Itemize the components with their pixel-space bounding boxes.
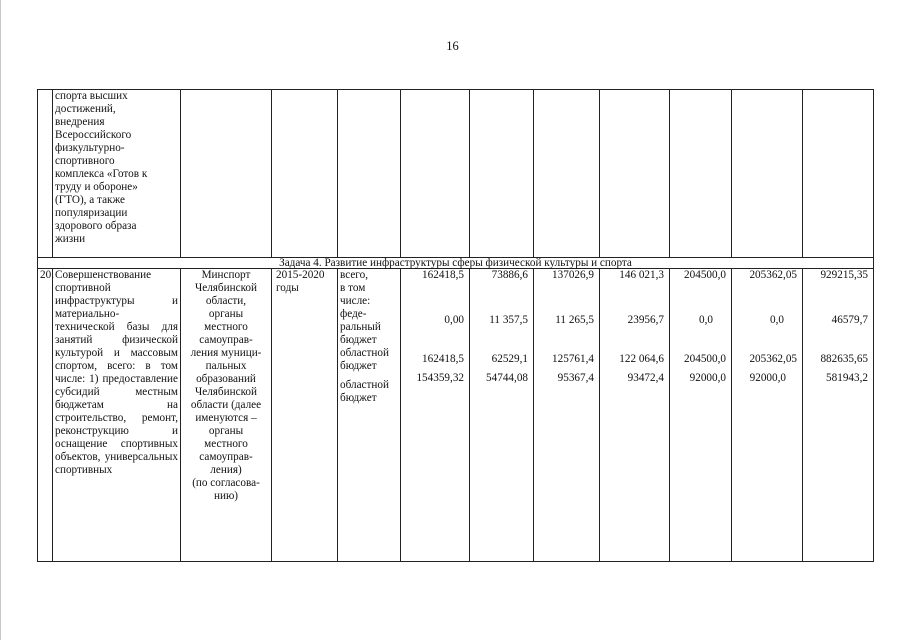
empty-cell: [272, 90, 338, 258]
empty-cell: [732, 90, 803, 258]
source-total: всего, в том числе:: [340, 269, 371, 307]
value-col-3: [534, 269, 600, 562]
value-regional: 882635,65: [820, 353, 868, 365]
continued-activity-text: спорта высших достижений, внедрения Всероссийского физкультурно- спортивного комплекса «Готов к труду и обороне» (ГТО), а также популяризации здорового образа жизни: [53, 90, 181, 258]
empty-cell: [600, 90, 670, 258]
value-regional: 205362,05: [749, 353, 797, 365]
value-subsidy: 581943,2: [826, 372, 868, 384]
value-col-1: [401, 269, 470, 562]
value-total: 929215,35: [820, 269, 868, 281]
value-subsidy: 92000,0: [689, 372, 726, 384]
value-federal: 0,0: [770, 314, 784, 326]
value-col-5: [670, 269, 732, 562]
value-federal: 0,00: [444, 314, 464, 326]
value-col-4: [600, 269, 670, 562]
source-federal: феде- ральный бюджет: [340, 308, 381, 346]
value-total: 73886,6: [491, 269, 528, 281]
value-regional: 162418,5: [422, 353, 464, 365]
activity-name: Совершенствование спортивной инфраструктуры и материально-технической базы для занятий физической культурой и массовым спортом, всего: в том числе: 1) предоставление субсидий местным бюджетам на строительство, ремонт, реконструкцию и оснащение спортивных объектов, универсальных спортивных: [53, 269, 181, 562]
value-subsidy: 93472,4: [627, 372, 664, 384]
value-subsidy: 154359,32: [416, 372, 464, 384]
value-subsidy: 54744,08: [486, 372, 528, 384]
value-col-2: [470, 269, 534, 562]
value-federal: 23956,7: [627, 314, 664, 326]
empty-cell: [803, 90, 874, 258]
value-regional: 204500,0: [684, 353, 726, 365]
value-total: 204500,0: [684, 269, 726, 281]
empty-cell: [670, 90, 732, 258]
source-regional: областной бюджет: [340, 347, 389, 372]
value-subsidy: 95367,4: [557, 372, 594, 384]
empty-cell: [38, 90, 53, 258]
value-federal: 11 265,5: [555, 314, 594, 326]
value-regional: 122 064,6: [619, 353, 664, 365]
value-col-6: [732, 269, 803, 562]
value-total: 146 021,3: [619, 269, 664, 281]
scan-edge-line: [0, 0, 1, 640]
value-subsidy: 92000,0: [749, 372, 786, 384]
value-total: 205362,05: [749, 269, 797, 281]
value-total: 162418,5: [422, 269, 464, 281]
value-regional: 62529,1: [491, 353, 528, 365]
empty-cell: [534, 90, 600, 258]
empty-cell: [181, 90, 272, 258]
empty-cell: [470, 90, 534, 258]
page-number: 16: [446, 39, 459, 53]
value-regional: 125761,4: [552, 353, 594, 365]
budget-table: [37, 89, 874, 562]
task-title: Задача 4. Развитие инфраструктуры сферы физической культуры и спорта: [38, 258, 874, 269]
period-cell: 2015-2020 годы: [272, 269, 338, 562]
value-col-total: [803, 269, 874, 562]
empty-cell: [401, 90, 470, 258]
value-federal: 11 357,5: [489, 314, 528, 326]
value-federal: 46579,7: [831, 314, 868, 326]
value-total: 137026,9: [552, 269, 594, 281]
table-row-item-20: [38, 269, 874, 562]
source-subsidy: областной бюджет: [340, 379, 389, 404]
empty-cell: [338, 90, 401, 258]
value-federal: 0,0: [699, 314, 713, 326]
table-row-continued: [38, 90, 874, 258]
task-header-row: [38, 258, 874, 269]
funding-source-cell: [338, 269, 401, 562]
executor-cell: Минспорт Челябинской области, органы местного самоуправ- ления муници- пальных образований Челябинской области (далее именуются – органы местного самоуправ- ления) (по согласова- нию): [181, 269, 272, 562]
row-number: 20.: [38, 269, 53, 562]
